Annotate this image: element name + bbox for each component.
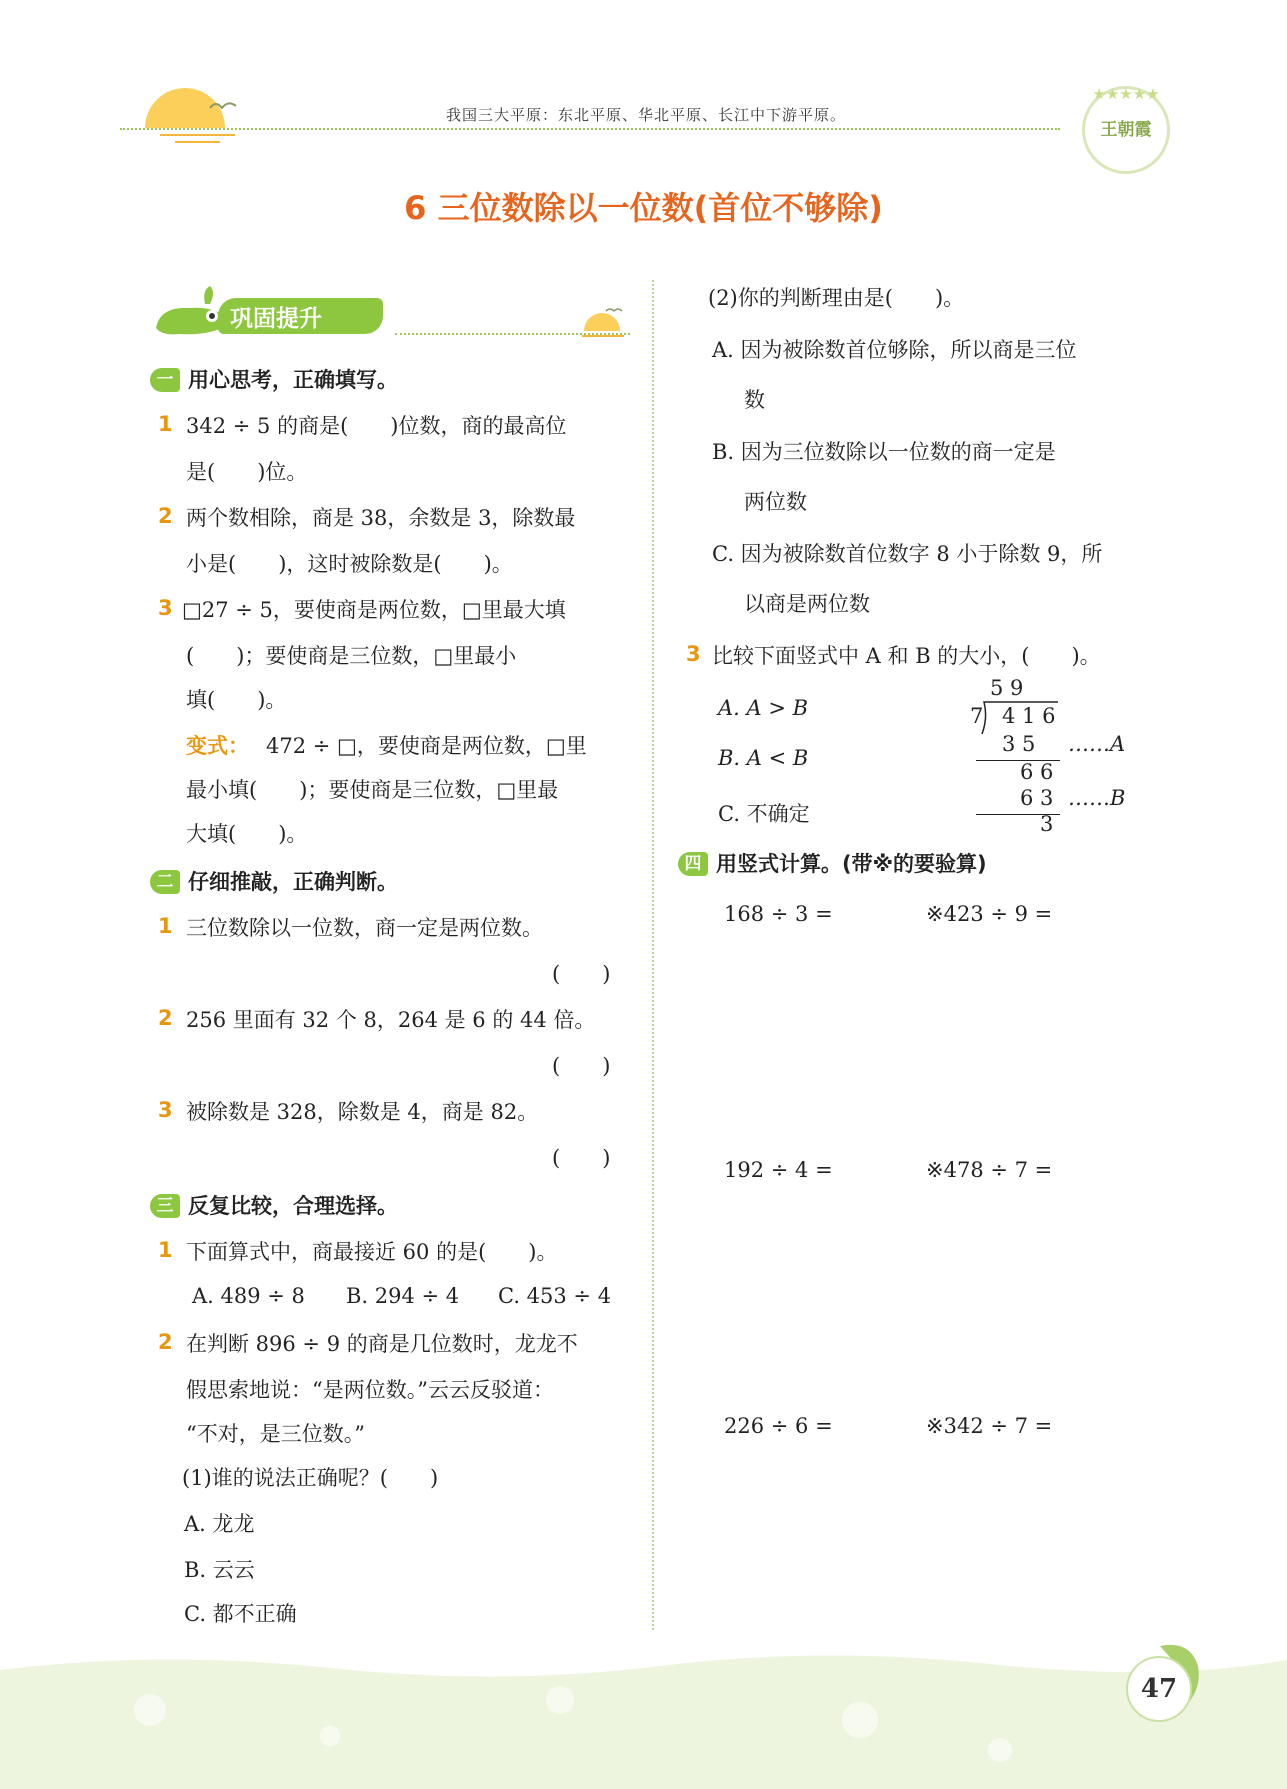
section-4-badge: 四 bbox=[678, 852, 708, 876]
header-note: 我国三大平原：东北平原、华北平原、长江中下游平原。 bbox=[446, 106, 847, 124]
s1-q3-number: 3 bbox=[158, 596, 173, 620]
s3-q2-sub2: (2)你的判断理由是( )。 bbox=[708, 286, 965, 310]
s1-variant-line2: 最小填( )；要使商是三位数，□里最 bbox=[186, 778, 559, 802]
section-2-heading bbox=[150, 866, 398, 896]
s3-q3-option-c[interactable]: C. 不确定 bbox=[718, 802, 810, 826]
s3-q1-option-c[interactable]: C. 453 ÷ 4 bbox=[498, 1284, 612, 1308]
bottom-wave-decoration bbox=[0, 1640, 1287, 1789]
s3-q2-sub2-option-b2: 两位数 bbox=[744, 490, 807, 514]
s3-q1-option-b[interactable]: B. 294 ÷ 4 bbox=[346, 1284, 460, 1308]
section-4-title: 用竖式计算。(带※的要验算) bbox=[716, 852, 987, 876]
ld-remainder-1: 6 6 bbox=[1020, 760, 1054, 784]
s3-q3-option-a[interactable]: A. A > B bbox=[718, 696, 809, 720]
s1-q3-line1: □27 ÷ 5，要使商是两位数，□里最大填 bbox=[182, 598, 566, 622]
s3-q2-sub2-option-a1[interactable]: A. 因为被除数首位够除，所以商是三位 bbox=[712, 338, 1077, 362]
bird-icon bbox=[208, 98, 238, 114]
s4-problem-4: ※478 ÷ 7 = bbox=[926, 1158, 1053, 1182]
s3-q1-option-a[interactable]: A. 489 ÷ 8 bbox=[192, 1284, 305, 1308]
section-4-heading bbox=[678, 848, 987, 878]
section-2-title: 仔细推敲，正确判断。 bbox=[188, 870, 398, 894]
s1-q1-number: 1 bbox=[158, 412, 173, 436]
s3-q2-line2: 假思索地说：“是两位数。”云云反驳道： bbox=[186, 1378, 554, 1402]
brand-logo bbox=[1082, 86, 1170, 174]
long-division bbox=[960, 676, 1140, 836]
s3-q1-text: 下面算式中，商最接近 60 的是( )。 bbox=[186, 1240, 558, 1264]
s1-variant-label: 变式： bbox=[186, 734, 249, 758]
s2-q3-text: 被除数是 328，除数是 4，商是 82。 bbox=[186, 1100, 539, 1124]
s1-variant-line3: 大填( )。 bbox=[186, 822, 308, 846]
s2-q3-number: 3 bbox=[158, 1098, 173, 1122]
sun-decoration bbox=[140, 80, 240, 150]
ld-product-1: 3 5 bbox=[1002, 732, 1036, 756]
ld-tag-a: ……A bbox=[1068, 732, 1126, 756]
s2-q2-number: 2 bbox=[158, 1006, 173, 1030]
section-1-title: 用心思考，正确填写。 bbox=[188, 368, 398, 392]
s3-q3-number: 3 bbox=[686, 642, 701, 666]
section-3-title: 反复比较，合理选择。 bbox=[188, 1194, 398, 1218]
s1-q2-number: 2 bbox=[158, 504, 173, 528]
s1-q2-line2: 小是( )，这时被除数是( )。 bbox=[186, 552, 513, 576]
small-sun-icon bbox=[578, 305, 628, 345]
column-divider bbox=[652, 280, 654, 1630]
s4-problem-5: 226 ÷ 6 = bbox=[724, 1414, 833, 1438]
s4-problem-1: 168 ÷ 3 = bbox=[724, 902, 833, 926]
s3-q2-number: 2 bbox=[158, 1330, 173, 1354]
s2-q2-answer-paren[interactable]: ( ) bbox=[552, 1054, 611, 1078]
s1-q3-line3: 填( )。 bbox=[186, 688, 287, 712]
section-3-heading bbox=[150, 1190, 398, 1220]
s4-problem-2: ※423 ÷ 9 = bbox=[926, 902, 1053, 926]
s1-variant-line1: 472 ÷ □，要使商是两位数，□里 bbox=[266, 734, 587, 758]
star-row-icon: ★★★★★ bbox=[1092, 85, 1160, 103]
s3-q2-sub2-option-c1[interactable]: C. 因为被除数首位数字 8 小于除数 9，所 bbox=[712, 542, 1103, 566]
s4-problem-6: ※342 ÷ 7 = bbox=[926, 1414, 1053, 1438]
s3-q2-sub1-option-c[interactable]: C. 都不正确 bbox=[184, 1602, 297, 1626]
s2-q1-answer-paren[interactable]: ( ) bbox=[552, 962, 611, 986]
section-2-badge: 二 bbox=[150, 870, 180, 894]
s2-q2-text: 256 里面有 32 个 8，264 是 6 的 44 倍。 bbox=[186, 1008, 596, 1032]
section-1-heading bbox=[150, 364, 398, 394]
s2-q1-text: 三位数除以一位数，商一定是两位数。 bbox=[186, 916, 543, 940]
s3-q2-sub1: (1)谁的说法正确呢？( ) bbox=[182, 1466, 439, 1490]
ld-divisor: 7 bbox=[970, 704, 984, 728]
s3-q3-option-b[interactable]: B. A < B bbox=[718, 746, 809, 770]
section-3-badge: 三 bbox=[150, 1194, 180, 1218]
ld-dividend: 4 1 6 bbox=[1002, 704, 1056, 728]
s3-q1-number: 1 bbox=[158, 1238, 173, 1262]
s1-q1-line2: 是( )位。 bbox=[186, 460, 308, 484]
ld-remainder-2: 3 bbox=[1040, 812, 1054, 836]
page-number: 47 bbox=[1126, 1656, 1192, 1722]
s2-q3-answer-paren[interactable]: ( ) bbox=[552, 1146, 611, 1170]
section-banner: 巩固提升 bbox=[230, 306, 322, 332]
s3-q2-sub1-option-a[interactable]: A. 龙龙 bbox=[184, 1512, 255, 1536]
s3-q2-line1: 在判断 896 ÷ 9 的商是几位数时，龙龙不 bbox=[186, 1332, 578, 1356]
s3-q2-sub2-option-b1[interactable]: B. 因为三位数除以一位数的商一定是 bbox=[712, 440, 1056, 464]
s3-q2-sub2-option-a2: 数 bbox=[744, 388, 765, 412]
s3-q2-sub2-option-c2: 以商是两位数 bbox=[744, 592, 870, 616]
header-divider bbox=[120, 128, 1060, 130]
section-1-badge: 一 bbox=[150, 368, 180, 392]
s3-q2-line3: “不对，是三位数。” bbox=[186, 1422, 365, 1446]
ld-quotient: 5 9 bbox=[990, 676, 1024, 700]
ld-tag-b: ……B bbox=[1068, 786, 1126, 810]
s3-q2-sub1-option-b[interactable]: B. 云云 bbox=[184, 1558, 255, 1582]
ld-product-2: 6 3 bbox=[1020, 786, 1054, 810]
logo-text: 王朝霞 bbox=[1100, 120, 1152, 140]
page-title: 6 三位数除以一位数(首位不够除) bbox=[404, 189, 883, 227]
s1-q1-line1: 342 ÷ 5 的商是( )位数，商的最高位 bbox=[186, 414, 567, 438]
s4-problem-3: 192 ÷ 4 = bbox=[724, 1158, 833, 1182]
s1-q2-line1: 两个数相除，商是 38，余数是 3，除数最 bbox=[186, 506, 576, 530]
s2-q1-number: 1 bbox=[158, 914, 173, 938]
s1-q3-line2: ( )；要使商是三位数，□里最小 bbox=[186, 644, 517, 668]
s3-q3-text: 比较下面竖式中 A 和 B 的大小，( )。 bbox=[712, 644, 1101, 668]
